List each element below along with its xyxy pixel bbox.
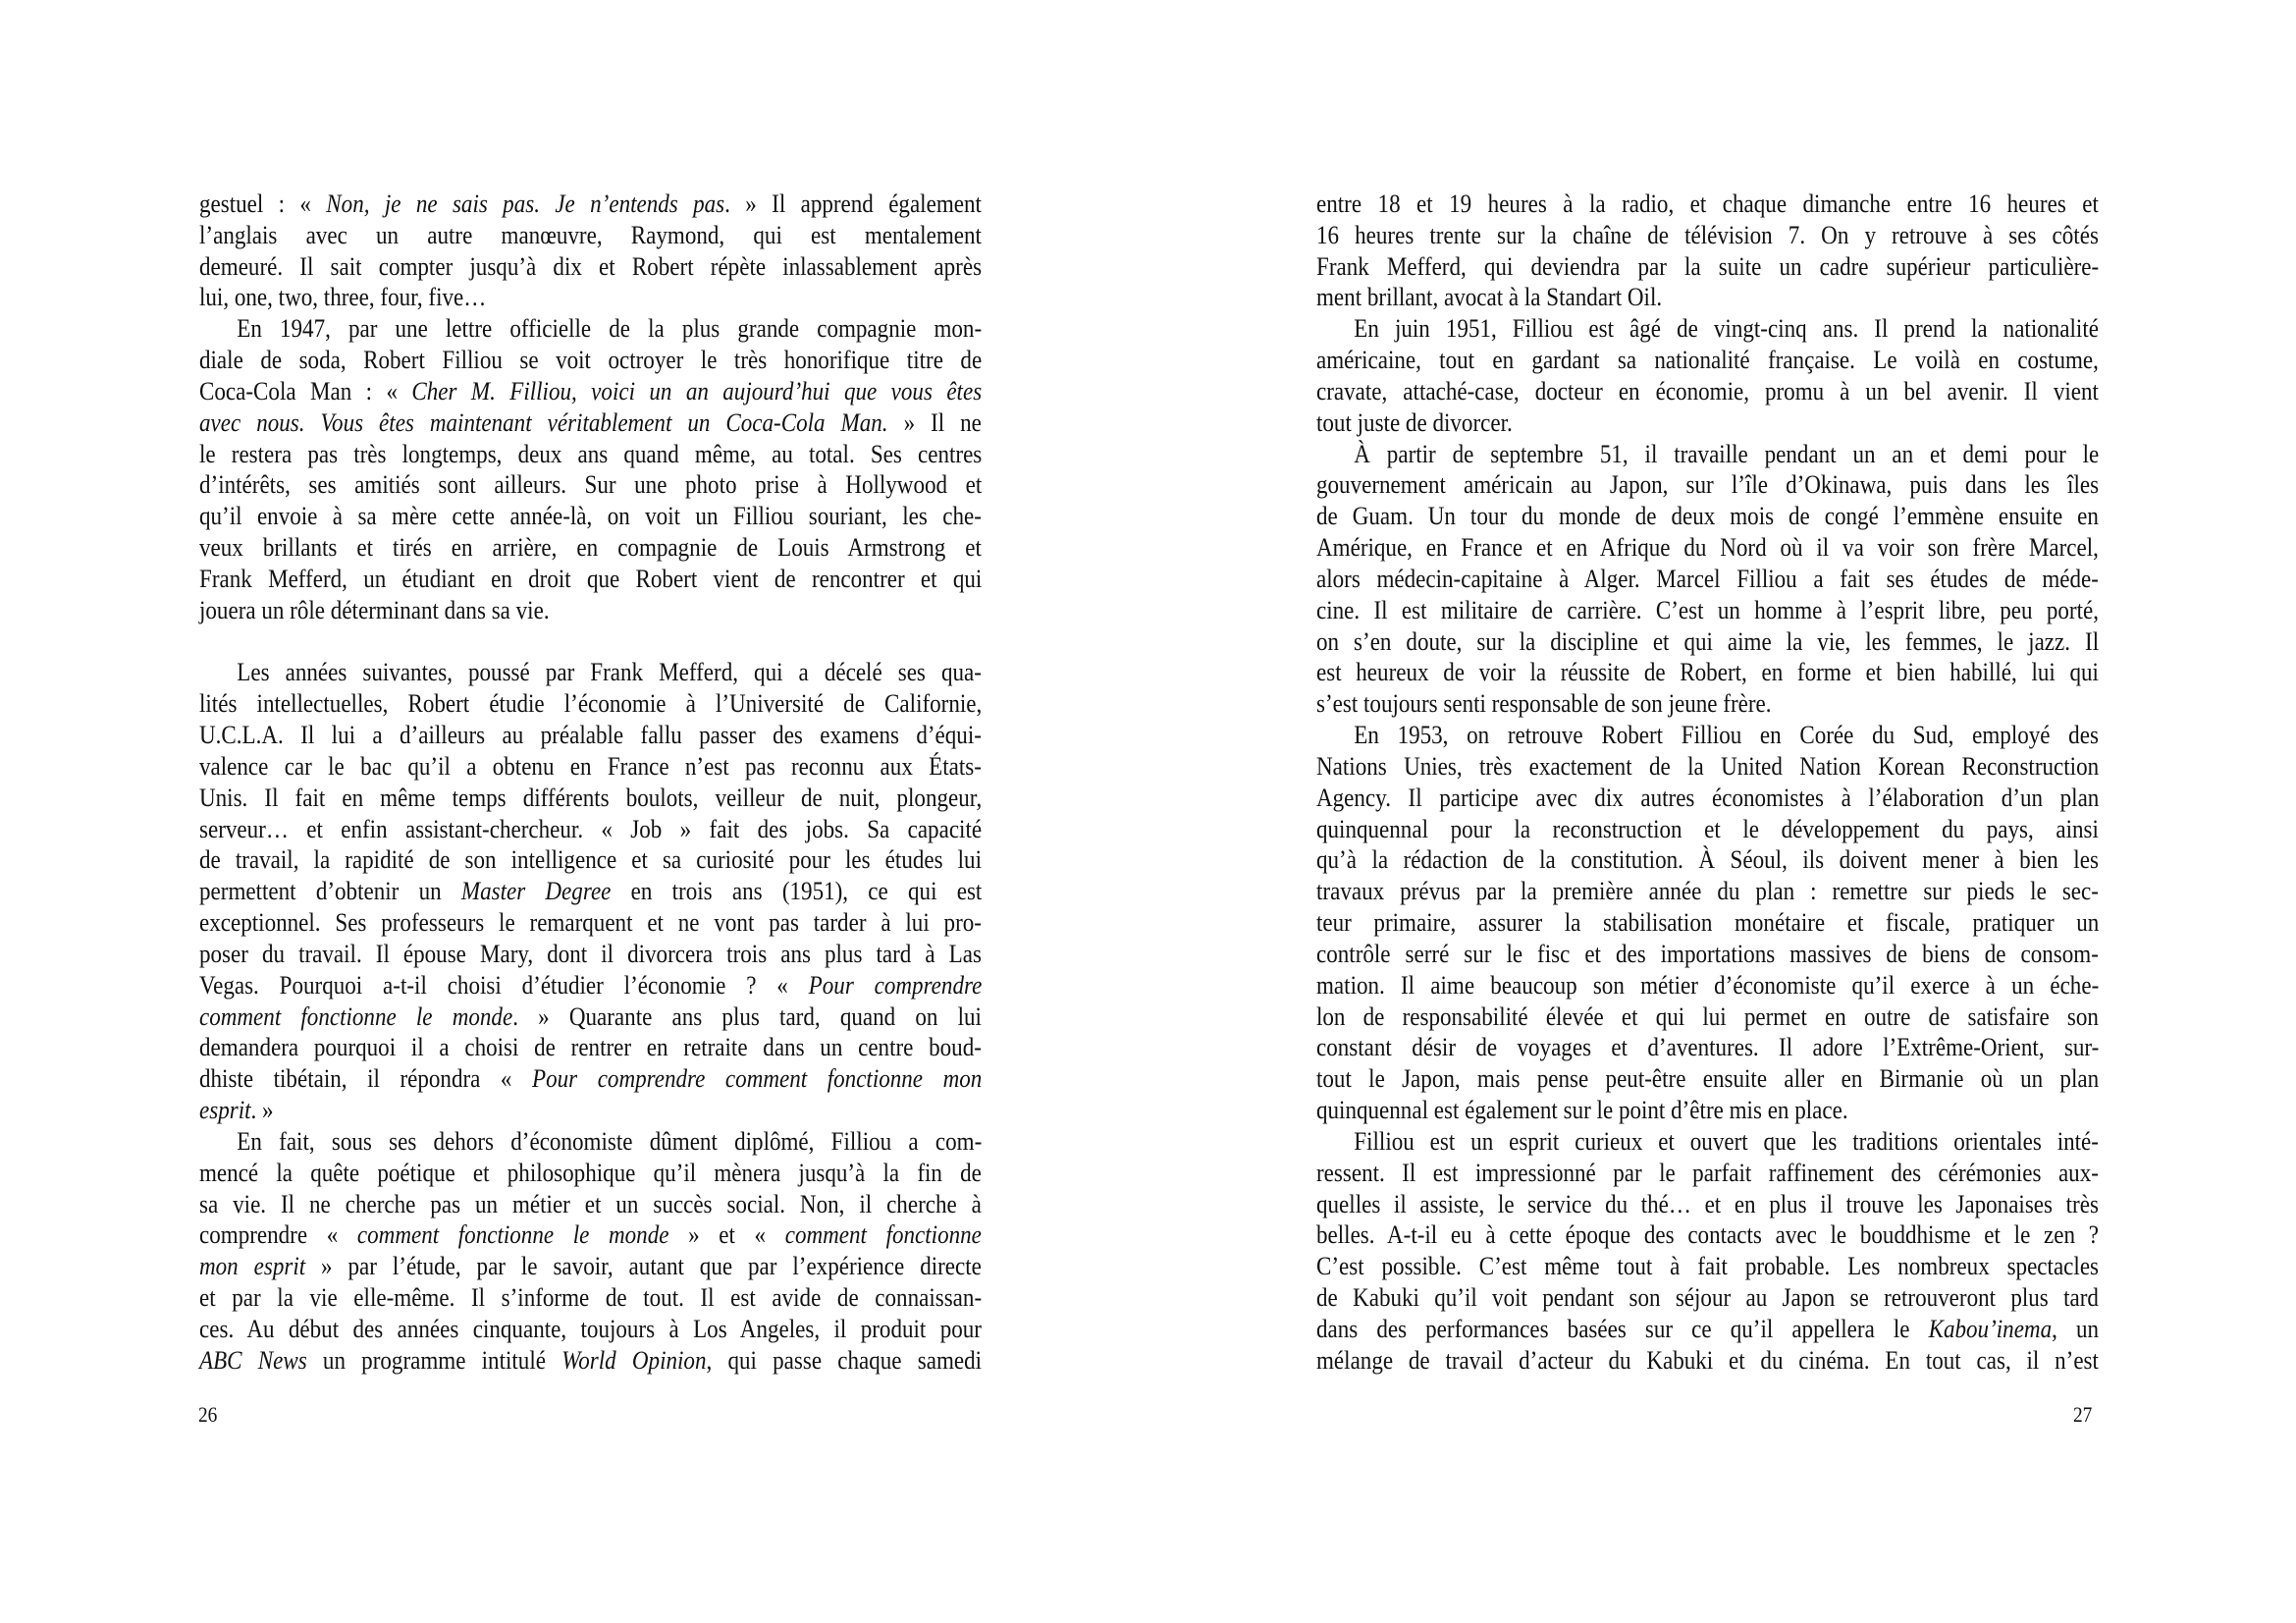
text-line: [199, 844, 982, 876]
italic-text: mon esprit: [199, 1251, 306, 1281]
text-segment: lui, one, two, three, four, five…: [199, 282, 487, 312]
text-segment: qu’il envoie à sa mère cette année-là, on voit un Filliou souriant, les che-: [199, 501, 982, 531]
paragraph: [199, 1126, 982, 1377]
text-line: [1316, 720, 2099, 751]
text-line: [199, 564, 982, 595]
text-line: [1316, 970, 2099, 1001]
text-segment: En fait, sous ses dehors d’économiste dûment diplômé, Filliou a com-: [237, 1125, 983, 1156]
text-line: [1316, 1189, 2099, 1220]
text-line: [1316, 907, 2099, 939]
text-line: [199, 1189, 982, 1220]
text-segment: alors médecin-capitaine à Alger. Marcel Filliou a fait ses études de méde-: [1316, 563, 2099, 593]
text-line: [1316, 1095, 2099, 1126]
text-segment: d’intérêts, ses amitiés sont ailleurs. Sur une photo prise à Hollywood et: [199, 469, 983, 500]
paragraph: [199, 313, 982, 625]
italic-text: World Opinion: [561, 1344, 707, 1375]
text-segment: diale de soda, Robert Filliou se voit octroyer le très honorifique titre de: [199, 345, 983, 375]
text-segment: Amérique, en France et en Afrique du Nord où il va voir son frère Marcel,: [1316, 532, 2099, 563]
text-line: [199, 1001, 982, 1033]
text-line: [199, 1095, 982, 1126]
text-line: [1316, 532, 2099, 564]
text-segment: quelles il assiste, le service du thé… et en plus il trouve les Japonaises très: [1316, 1188, 2099, 1218]
italic-text: comment fonctionne le monde: [356, 1219, 669, 1250]
text-segment: qu’à la rédaction de la constitution. À Séoul, ils doivent mener à bien les: [1316, 844, 2099, 875]
paragraph: [1316, 720, 2099, 1126]
text-line: [1316, 595, 2099, 626]
text-segment: , un: [2052, 1313, 2100, 1343]
text-line: [1316, 564, 2099, 595]
text-segment: est heureux de voir la réussite de Robert, en forme et bien habillé, lui qui: [1316, 657, 2099, 687]
italic-text: Pour comprendre: [808, 969, 983, 1000]
text-segment: de Guam. Un tour du monde de deux mois de congé l’emmène ensuite en: [1316, 501, 2099, 531]
text-line: [1316, 876, 2099, 907]
text-segment: de Kabuki qu’il voit pendant son séjour au Japon se retrouveront plus tard: [1316, 1281, 2099, 1312]
text-segment: Coca-Cola Man : «: [199, 375, 412, 406]
text-line: [199, 876, 982, 907]
text-line: [199, 783, 982, 814]
text-line: [199, 189, 982, 220]
italic-text: esprit: [199, 1095, 251, 1125]
text-segment: quinquennal pour la reconstruction et le développement du pays, ainsi: [1316, 813, 2099, 843]
text-segment: cravate, attaché-case, docteur en économie, promu à un bel avenir. Il vient: [1316, 375, 2099, 406]
text-line: [199, 345, 982, 376]
text-line: [199, 1219, 982, 1251]
italic-text: Master Degree: [460, 876, 612, 906]
text-line: [1316, 1126, 2099, 1158]
text-line: [1316, 439, 2099, 470]
italic-text: ABC News: [199, 1344, 307, 1375]
text-line: [199, 939, 982, 970]
text-segment: gouvernement américain au Japon, sur l’île d’Okinawa, puis dans les îles: [1316, 469, 2100, 500]
text-segment: En 1953, on retrouve Robert Filliou en Corée du Sud, employé des: [1354, 720, 2099, 750]
text-segment: » par l’étude, par le savoir, autant que par l’expérience directe: [305, 1251, 982, 1281]
text-segment: teur primaire, assurer la stabilisation monétaire et fiscale, pratiquer un: [1316, 907, 2100, 938]
text-segment: serveur… et enfin assistant-chercheur. « Job » fait des jobs. Sa capacité: [199, 813, 983, 843]
text-line: [199, 688, 982, 720]
text-line: [199, 439, 982, 470]
text-segment: . » Il apprend également: [724, 189, 982, 218]
text-line: [1316, 345, 2099, 376]
text-segment: entre 18 et 19 heures à la radio, et chaque dimanche entre 16 heures et: [1316, 189, 2099, 218]
text-segment: En 1947, par une lettre officielle de la plus grande compagnie mon-: [237, 313, 983, 344]
text-line: [1316, 1001, 2099, 1033]
text-segment: l’anglais avec un autre manœuvre, Raymond, qui est mentalement: [199, 219, 982, 249]
text-line: [1316, 407, 2099, 439]
text-segment: » et «: [668, 1219, 785, 1250]
page-right: [1148, 0, 2296, 1623]
text-segment: un programme intitulé: [306, 1344, 562, 1375]
text-line: [199, 1345, 982, 1377]
text-line: [199, 1314, 982, 1345]
text-line: [1316, 1032, 2099, 1063]
text-line: [199, 814, 982, 845]
text-segment: Nations Unies, très exactement de la United Nation Korean Reconstruction: [1316, 750, 2100, 781]
text-line: [1316, 501, 2099, 532]
text-line: [199, 1063, 982, 1095]
text-line: [1316, 1219, 2099, 1251]
italic-text: Non, je ne sais pas. Je n’entends pas: [326, 189, 725, 218]
text-segment: Frank Mefferd, un étudiant en droit que Robert vient de rencontrer et qui: [199, 563, 983, 593]
text-segment: comprendre «: [199, 1219, 357, 1250]
text-line: [1316, 189, 2099, 220]
text-segment: ces. Au début des années cinquante, toujours à Los Angeles, il produit pour: [199, 1313, 982, 1343]
text-line: [199, 907, 982, 939]
text-line: [199, 251, 982, 283]
text-line: [1316, 1063, 2099, 1095]
text-segment: américaine, tout en gardant sa nationalité française. Le voilà en costume,: [1316, 345, 2099, 375]
text-line: [199, 376, 982, 407]
text-line: [1316, 376, 2099, 407]
paragraph: [199, 657, 982, 1125]
text-segment: , qui passe chaque samedi: [706, 1344, 983, 1375]
text-segment: Agency. Il participe avec dix autres économistes à l’élaboration d’un plan: [1316, 782, 2100, 812]
text-segment: . »: [250, 1095, 274, 1125]
text-segment: valence car le bac qu’il a obtenu en France n’est pas reconnu aux États-: [199, 750, 982, 781]
text-line: [1316, 220, 2099, 251]
italic-text: Pour comprendre comment fonctionne mon: [532, 1063, 983, 1094]
text-segment: le restera pas très longtemps, deux ans quand même, au total. Ses centres: [199, 438, 983, 468]
text-line: [1316, 814, 2099, 845]
text-line: [199, 595, 982, 626]
text-line: [199, 720, 982, 751]
italic-text: comment fonctionne: [784, 1219, 982, 1250]
text-segment: À partir de septembre 51, il travaille pendant un an et demi pour le: [1354, 438, 2100, 468]
text-segment: ressent. Il est impressionné par le parfait raffinement des cérémonies aux-: [1316, 1157, 2099, 1187]
text-line: [1316, 1251, 2099, 1282]
text-segment: demeuré. Il sait compter jusqu’à dix et Robert répète inlassablement après: [199, 250, 983, 281]
text-line: [1316, 657, 2099, 688]
text-segment: ment brillant, avocat à la Standart Oil.: [1316, 282, 1663, 312]
text-segment: en trois ans (1951), ce qui est: [611, 876, 983, 906]
text-line: [199, 751, 982, 783]
text-segment: Unis. Il fait en même temps différents boulots, veilleur de nuit, plongeur,: [199, 782, 983, 812]
text-line: [199, 1158, 982, 1189]
text-line: [1316, 844, 2099, 876]
text-line: [1316, 1314, 2099, 1345]
text-line: [199, 1032, 982, 1063]
text-line: [1316, 313, 2099, 345]
text-segment: mélange de travail d’acteur du Kabuki et du cinéma. En tout cas, il n’est: [1316, 1344, 2099, 1375]
italic-text: avec nous. Vous êtes maintenant véritablement un Coca-Cola Man.: [199, 406, 888, 437]
text-segment: mencé la quête poétique et philosophique qu’il mènera jusqu’à la fin de: [199, 1157, 982, 1187]
italic-text: Cher M. Filliou, voici un an aujourd’hui que vous êtes: [411, 375, 983, 406]
text-segment: cine. Il est militaire de carrière. C’est un homme à l’esprit libre, peu porté,: [1316, 594, 2099, 624]
text-line: [1316, 751, 2099, 783]
text-segment: permettent d’obtenir un: [199, 876, 461, 906]
paragraph: [1316, 313, 2099, 438]
text-segment: Frank Mefferd, qui deviendra par la suite un cadre supérieur particulière-: [1316, 250, 2100, 281]
text-segment: U.C.L.A. Il lui a d’ailleurs au préalable fallu passer des examens d’équi-: [199, 720, 982, 750]
text-segment: jouera un rôle déterminant dans sa vie.: [199, 594, 550, 624]
text-segment: s’est toujours senti responsable de son jeune frère.: [1316, 688, 1772, 719]
text-segment: de travail, la rapidité de son intelligence et sa curiosité pour les études lui: [199, 844, 983, 875]
text-segment: et par la vie elle-même. Il s’informe de tout. Il est avide de connaissan-: [199, 1281, 983, 1312]
text-segment: lités intellectuelles, Robert étudie l’économie à l’Université de Californie,: [199, 688, 983, 719]
text-line: [1316, 469, 2099, 501]
text-line: [199, 407, 982, 439]
text-segment: on s’en doute, sur la discipline et qui aime la vie, les femmes, le jazz. Il: [1316, 625, 2100, 656]
text-segment: tout juste de divorcer.: [1316, 406, 1513, 437]
text-line: [199, 282, 982, 313]
text-segment: travaux prévus par la première année du plan : remettre sur pieds le sec-: [1316, 876, 2099, 906]
page-right-text-column: [1316, 189, 2099, 1376]
text-line: [199, 1282, 982, 1314]
text-line: [199, 220, 982, 251]
text-line: [1316, 1282, 2099, 1314]
paragraph: [1316, 439, 2099, 720]
text-segment: lon de responsabilité élevée et qui lui permet en outre de satisfaire son: [1316, 1001, 2099, 1031]
text-segment: sa vie. Il ne cherche pas un métier et un succès social. Non, il cherche à: [199, 1188, 982, 1218]
paragraph: [199, 189, 982, 313]
text-line: [199, 532, 982, 564]
text-segment: Vegas. Pourquoi a-t-il choisi d’étudier l’économie ? «: [199, 969, 809, 1000]
text-line: [1316, 783, 2099, 814]
text-segment: 16 heures trente sur la chaîne de télévision 7. On y retrouve à ses côtés: [1316, 219, 2099, 249]
text-line: [199, 657, 982, 688]
text-segment: poser du travail. Il épouse Mary, dont il divorcera trois ans plus tard à Las: [199, 938, 982, 968]
text-line: [1316, 282, 2099, 313]
text-line: [1316, 626, 2099, 658]
text-segment: tout le Japon, mais pense peut-être ensuite aller en Birmanie où un plan: [1316, 1063, 2100, 1094]
text-line: [199, 1251, 982, 1282]
text-segment: C’est possible. C’est même tout à fait probable. Les nombreux spectacles: [1316, 1251, 2100, 1281]
text-line: [199, 469, 982, 501]
text-segment: Filliou est un esprit curieux et ouvert que les traditions orientales inté-: [1354, 1125, 2099, 1156]
text-segment: gestuel : «: [199, 189, 327, 218]
text-line: [1316, 688, 2099, 720]
text-segment: belles. A-t-il eu à cette époque des contacts avec le bouddhisme et le zen ?: [1316, 1219, 2099, 1250]
text-line: [199, 1126, 982, 1158]
paragraph: [1316, 1126, 2099, 1377]
text-segment: quinquennal est également sur le point d’être mis en place.: [1316, 1095, 1848, 1125]
text-segment: mation. Il aime beaucoup son métier d’économiste qu’il exerce à un éche-: [1316, 969, 2100, 1000]
text-segment: Les années suivantes, poussé par Frank Mefferd, qui a décelé ses qua-: [237, 657, 982, 687]
page-number-left: 26: [198, 1402, 218, 1427]
text-segment: demandera pourquoi il a choisi de rentrer en retraite dans un centre boud-: [199, 1032, 982, 1062]
text-line: [199, 970, 982, 1001]
italic-text: Kabou’inema: [1928, 1313, 2053, 1343]
text-line: [1316, 251, 2099, 283]
paragraph: [1316, 189, 2099, 313]
text-segment: dhiste tibétain, il répondra «: [199, 1063, 533, 1094]
text-line: [1316, 939, 2099, 970]
page-left-text-column: [199, 189, 982, 1376]
italic-text: comment fonctionne le monde: [199, 1001, 513, 1031]
text-line: [199, 501, 982, 532]
text-segment: exceptionnel. Ses professeurs le remarquent et ne vont pas tarder à lui pro-: [199, 907, 982, 938]
text-line: [1316, 1158, 2099, 1189]
text-segment: dans des performances basées sur ce qu’il appellera le: [1316, 1313, 1929, 1343]
text-segment: En juin 1951, Filliou est âgé de vingt-cinq ans. Il prend la nationalité: [1354, 313, 2099, 344]
text-segment: . » Quarante ans plus tard, quand on lui: [512, 1001, 982, 1031]
text-segment: veux brillants et tirés en arrière, en compagnie de Louis Armstrong et: [199, 532, 982, 563]
text-segment: constant désir de voyages et d’aventures. Il adore l’Extrême-Orient, sur-: [1316, 1032, 2100, 1062]
text-line: [1316, 1345, 2099, 1377]
text-segment: contrôle serré sur le fisc et des importations massives de biens de consom-: [1316, 938, 2099, 968]
text-segment: » Il ne: [887, 406, 982, 437]
page-number-right: 27: [2073, 1402, 2093, 1427]
text-line: [199, 313, 982, 345]
